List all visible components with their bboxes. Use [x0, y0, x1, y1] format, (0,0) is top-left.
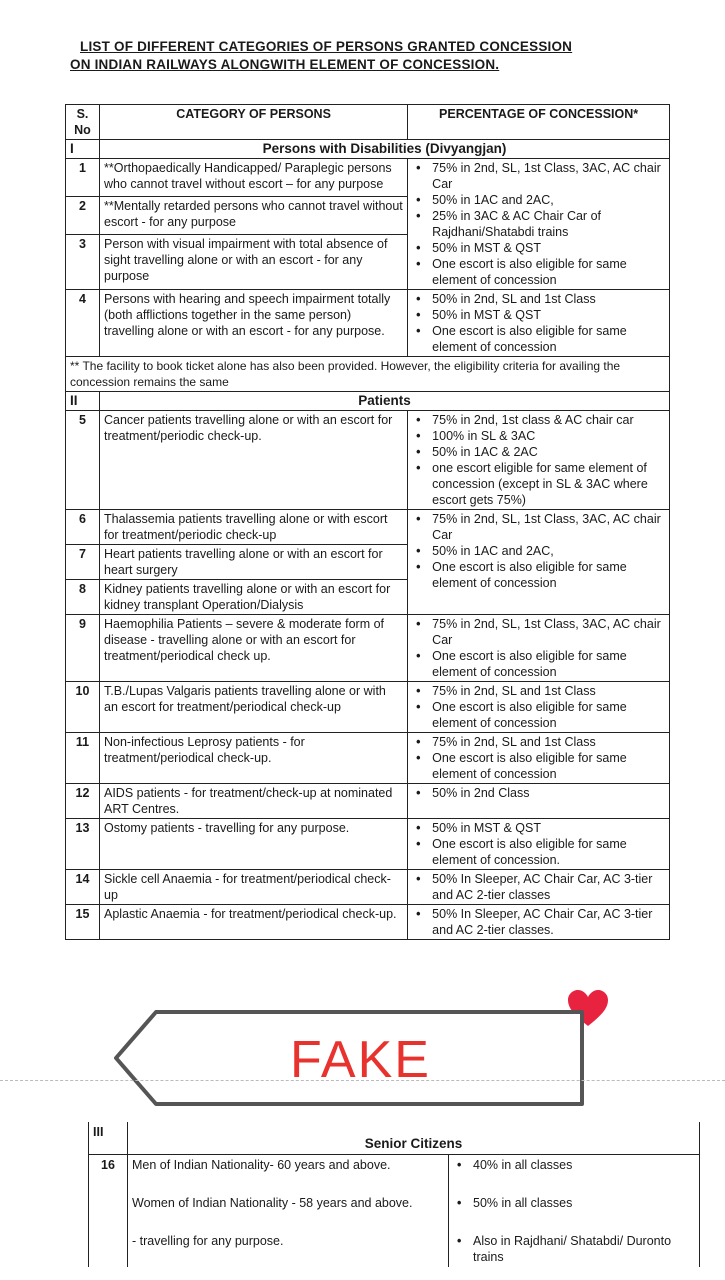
footnote-row	[66, 357, 670, 392]
row-number: 6	[66, 510, 100, 545]
section-roman: II	[66, 392, 100, 411]
table-row	[66, 159, 670, 197]
concession-cell	[408, 733, 670, 784]
table-row	[66, 411, 670, 510]
concession-item: • One escort is also eligible for same element of concession	[432, 323, 665, 355]
concession-cell	[408, 905, 670, 940]
concession-cell	[408, 615, 670, 682]
concession-item: • One escort is also eligible for same element of concession	[432, 750, 665, 782]
concession-item: • 50% In Sleeper, AC Chair Car, AC 3-tier and AC 2-tier classes.	[432, 906, 665, 938]
row-category: **Orthopaedically Handicapped/ Paraplegic persons who cannot travel without escort – for any purpose	[100, 159, 408, 197]
table-row	[66, 682, 670, 733]
concession-item: • 25% in 3AC & AC Chair Car of Rajdhani/Shatabdi trains	[432, 208, 665, 240]
row-number: 2	[66, 196, 100, 234]
section-title: Patients	[100, 392, 670, 411]
concession-item: • One escort is also eligible for same element of concession	[432, 256, 665, 288]
row-number: 13	[66, 819, 100, 870]
concession-item: • 75% in 2nd, SL and 1st Class	[432, 734, 665, 750]
concession-cell	[408, 510, 670, 615]
row-category: Thalassemia patients travelling alone or with escort for treatment/periodic check-up	[100, 510, 408, 545]
table-row	[89, 1155, 700, 1176]
table-row	[66, 870, 670, 905]
row-number: 12	[66, 784, 100, 819]
concession-item: • 50% in all classes	[473, 1195, 695, 1211]
fake-stamp: FAKE	[290, 1031, 431, 1089]
section-title: Persons with Disabilities (Divyangjan)	[100, 140, 670, 159]
concession-item: • 40% in all classes	[473, 1157, 695, 1173]
header-sno: S. No	[66, 105, 100, 140]
row-number: 7	[66, 545, 100, 580]
concession-item: • Also in Rajdhani/ Shatabdi/ Duronto trains	[473, 1233, 695, 1265]
table-row	[66, 784, 670, 819]
row-number: 10	[66, 682, 100, 733]
concession-cell	[449, 1155, 700, 1176]
row-category: - travelling for any purpose.	[128, 1231, 449, 1267]
row-category: T.B./Lupas Valgaris patients travelling alone or with an escort for treatment/periodical check-up	[100, 682, 408, 733]
row-number: 8	[66, 580, 100, 615]
row-category: Haemophilia Patients – severe & moderate form of disease - travelling alone or with an escort for treatment/periodical check up.	[100, 615, 408, 682]
concession-item: • 75% in 2nd, SL, 1st Class, 3AC, AC chair Car	[432, 511, 665, 543]
section-title: Senior Citizens	[128, 1122, 700, 1155]
concession-item: • 50% in MST & QST	[432, 240, 665, 256]
row-category: Non-infectious Leprosy patients - for treatment/periodical check-up.	[100, 733, 408, 784]
row-category: Women of Indian Nationality - 58 years and above.	[128, 1193, 449, 1213]
table-row	[89, 1231, 700, 1267]
concession-cell	[449, 1231, 700, 1267]
table-row	[66, 733, 670, 784]
row-number: 11	[66, 733, 100, 784]
concession-cell	[408, 819, 670, 870]
header-category: CATEGORY OF PERSONS	[100, 105, 408, 140]
section-roman: I	[66, 140, 100, 159]
row-category: Heart patients travelling alone or with an escort for heart surgery	[100, 545, 408, 580]
concession-item: • 50% in MST & QST	[432, 820, 665, 836]
document-title	[70, 38, 572, 74]
row-category: **Mentally retarded persons who cannot travel without escort - for any purpose	[100, 196, 408, 234]
row-number: 16	[89, 1155, 128, 1176]
senior-citizens-table	[88, 1122, 700, 1267]
concession-cell	[408, 682, 670, 733]
row-category: Sickle cell Anaemia - for treatment/periodical check-up	[100, 870, 408, 905]
row-category: Aplastic Anaemia - for treatment/periodical check-up.	[100, 905, 408, 940]
concession-item: • 100% in SL & 3AC	[432, 428, 665, 444]
table-row	[66, 819, 670, 870]
concession-cell	[408, 784, 670, 819]
table-row	[66, 905, 670, 940]
footnote: ** The facility to book ticket alone has also been provided. However, the eligibility criteria for availing the concession remains the same	[66, 357, 670, 392]
section-header	[89, 1122, 700, 1155]
concession-item: • one escort eligible for same element of concession (except in SL & 3AC where escort gets 75%)	[432, 460, 665, 508]
row-category: Person with visual impairment with total absence of sight travelling alone or with an escort - for any purpose	[100, 234, 408, 289]
section-header	[66, 392, 670, 411]
concession-cell	[449, 1193, 700, 1213]
concession-item: • 50% in 1AC and 2AC,	[432, 543, 665, 559]
concession-item: • One escort is also eligible for same element of concession.	[432, 836, 665, 868]
row-number: 14	[66, 870, 100, 905]
row-category: Kidney patients travelling alone or with an escort for kidney transplant Operation/Dialysis	[100, 580, 408, 615]
concession-item: • 50% in MST & QST	[432, 307, 665, 323]
section-roman: III	[89, 1122, 128, 1155]
concession-item: • 75% in 2nd, SL, 1st Class, 3AC, AC chair Car	[432, 160, 665, 192]
page-divider	[0, 1080, 725, 1083]
concession-cell	[408, 411, 670, 510]
table-header-row	[66, 105, 670, 140]
concession-table	[65, 104, 670, 940]
concession-cell	[408, 159, 670, 290]
concession-item: • 50% in 2nd Class	[432, 785, 665, 801]
table-row	[66, 615, 670, 682]
row-number: 3	[66, 234, 100, 289]
concession-item: • 75% in 2nd, SL, 1st Class, 3AC, AC chair Car	[432, 616, 665, 648]
row-number: 4	[66, 290, 100, 357]
concession-cell	[408, 870, 670, 905]
row-number: 15	[66, 905, 100, 940]
table-row	[66, 510, 670, 545]
concession-item: • 50% In Sleeper, AC Chair Car, AC 3-tier and AC 2-tier classes	[432, 871, 665, 903]
concession-item: • 75% in 2nd, SL and 1st Class	[432, 683, 665, 699]
row-category: AIDS patients - for treatment/check-up at nominated ART Centres.	[100, 784, 408, 819]
section-header	[66, 140, 670, 159]
row-category: Ostomy patients - travelling for any purpose.	[100, 819, 408, 870]
concession-item: • One escort is also eligible for same element of concession	[432, 699, 665, 731]
title-line-1: LIST OF DIFFERENT CATEGORIES OF PERSONS GRANTED CONCESSION	[80, 39, 573, 54]
table-row	[66, 290, 670, 357]
header-percentage: PERCENTAGE OF CONCESSION*	[408, 105, 670, 140]
row-category: Cancer patients travelling alone or with an escort for treatment/periodic check-up.	[100, 411, 408, 510]
title-line-2: ON INDIAN RAILWAYS ALONGWITH ELEMENT OF CONCESSION.	[70, 57, 500, 72]
row-category: Men of Indian Nationality- 60 years and above.	[128, 1155, 449, 1176]
concession-cell	[408, 290, 670, 357]
concession-item: • 50% in 2nd, SL and 1st Class	[432, 291, 665, 307]
row-number: 9	[66, 615, 100, 682]
concession-item: • 75% in 2nd, 1st class & AC chair car	[432, 412, 665, 428]
table-row	[89, 1193, 700, 1213]
row-category: Persons with hearing and speech impairment totally (both afflictions together in the same person) travelling alone or with an escort - for any purpose.	[100, 290, 408, 357]
row-number: 5	[66, 411, 100, 510]
concession-item: • One escort is also eligible for same element of concession	[432, 559, 665, 591]
concession-item: • 50% in 1AC & 2AC	[432, 444, 665, 460]
concession-item: • 50% in 1AC and 2AC,	[432, 192, 665, 208]
row-number: 1	[66, 159, 100, 197]
concession-item: • One escort is also eligible for same element of concession	[432, 648, 665, 680]
